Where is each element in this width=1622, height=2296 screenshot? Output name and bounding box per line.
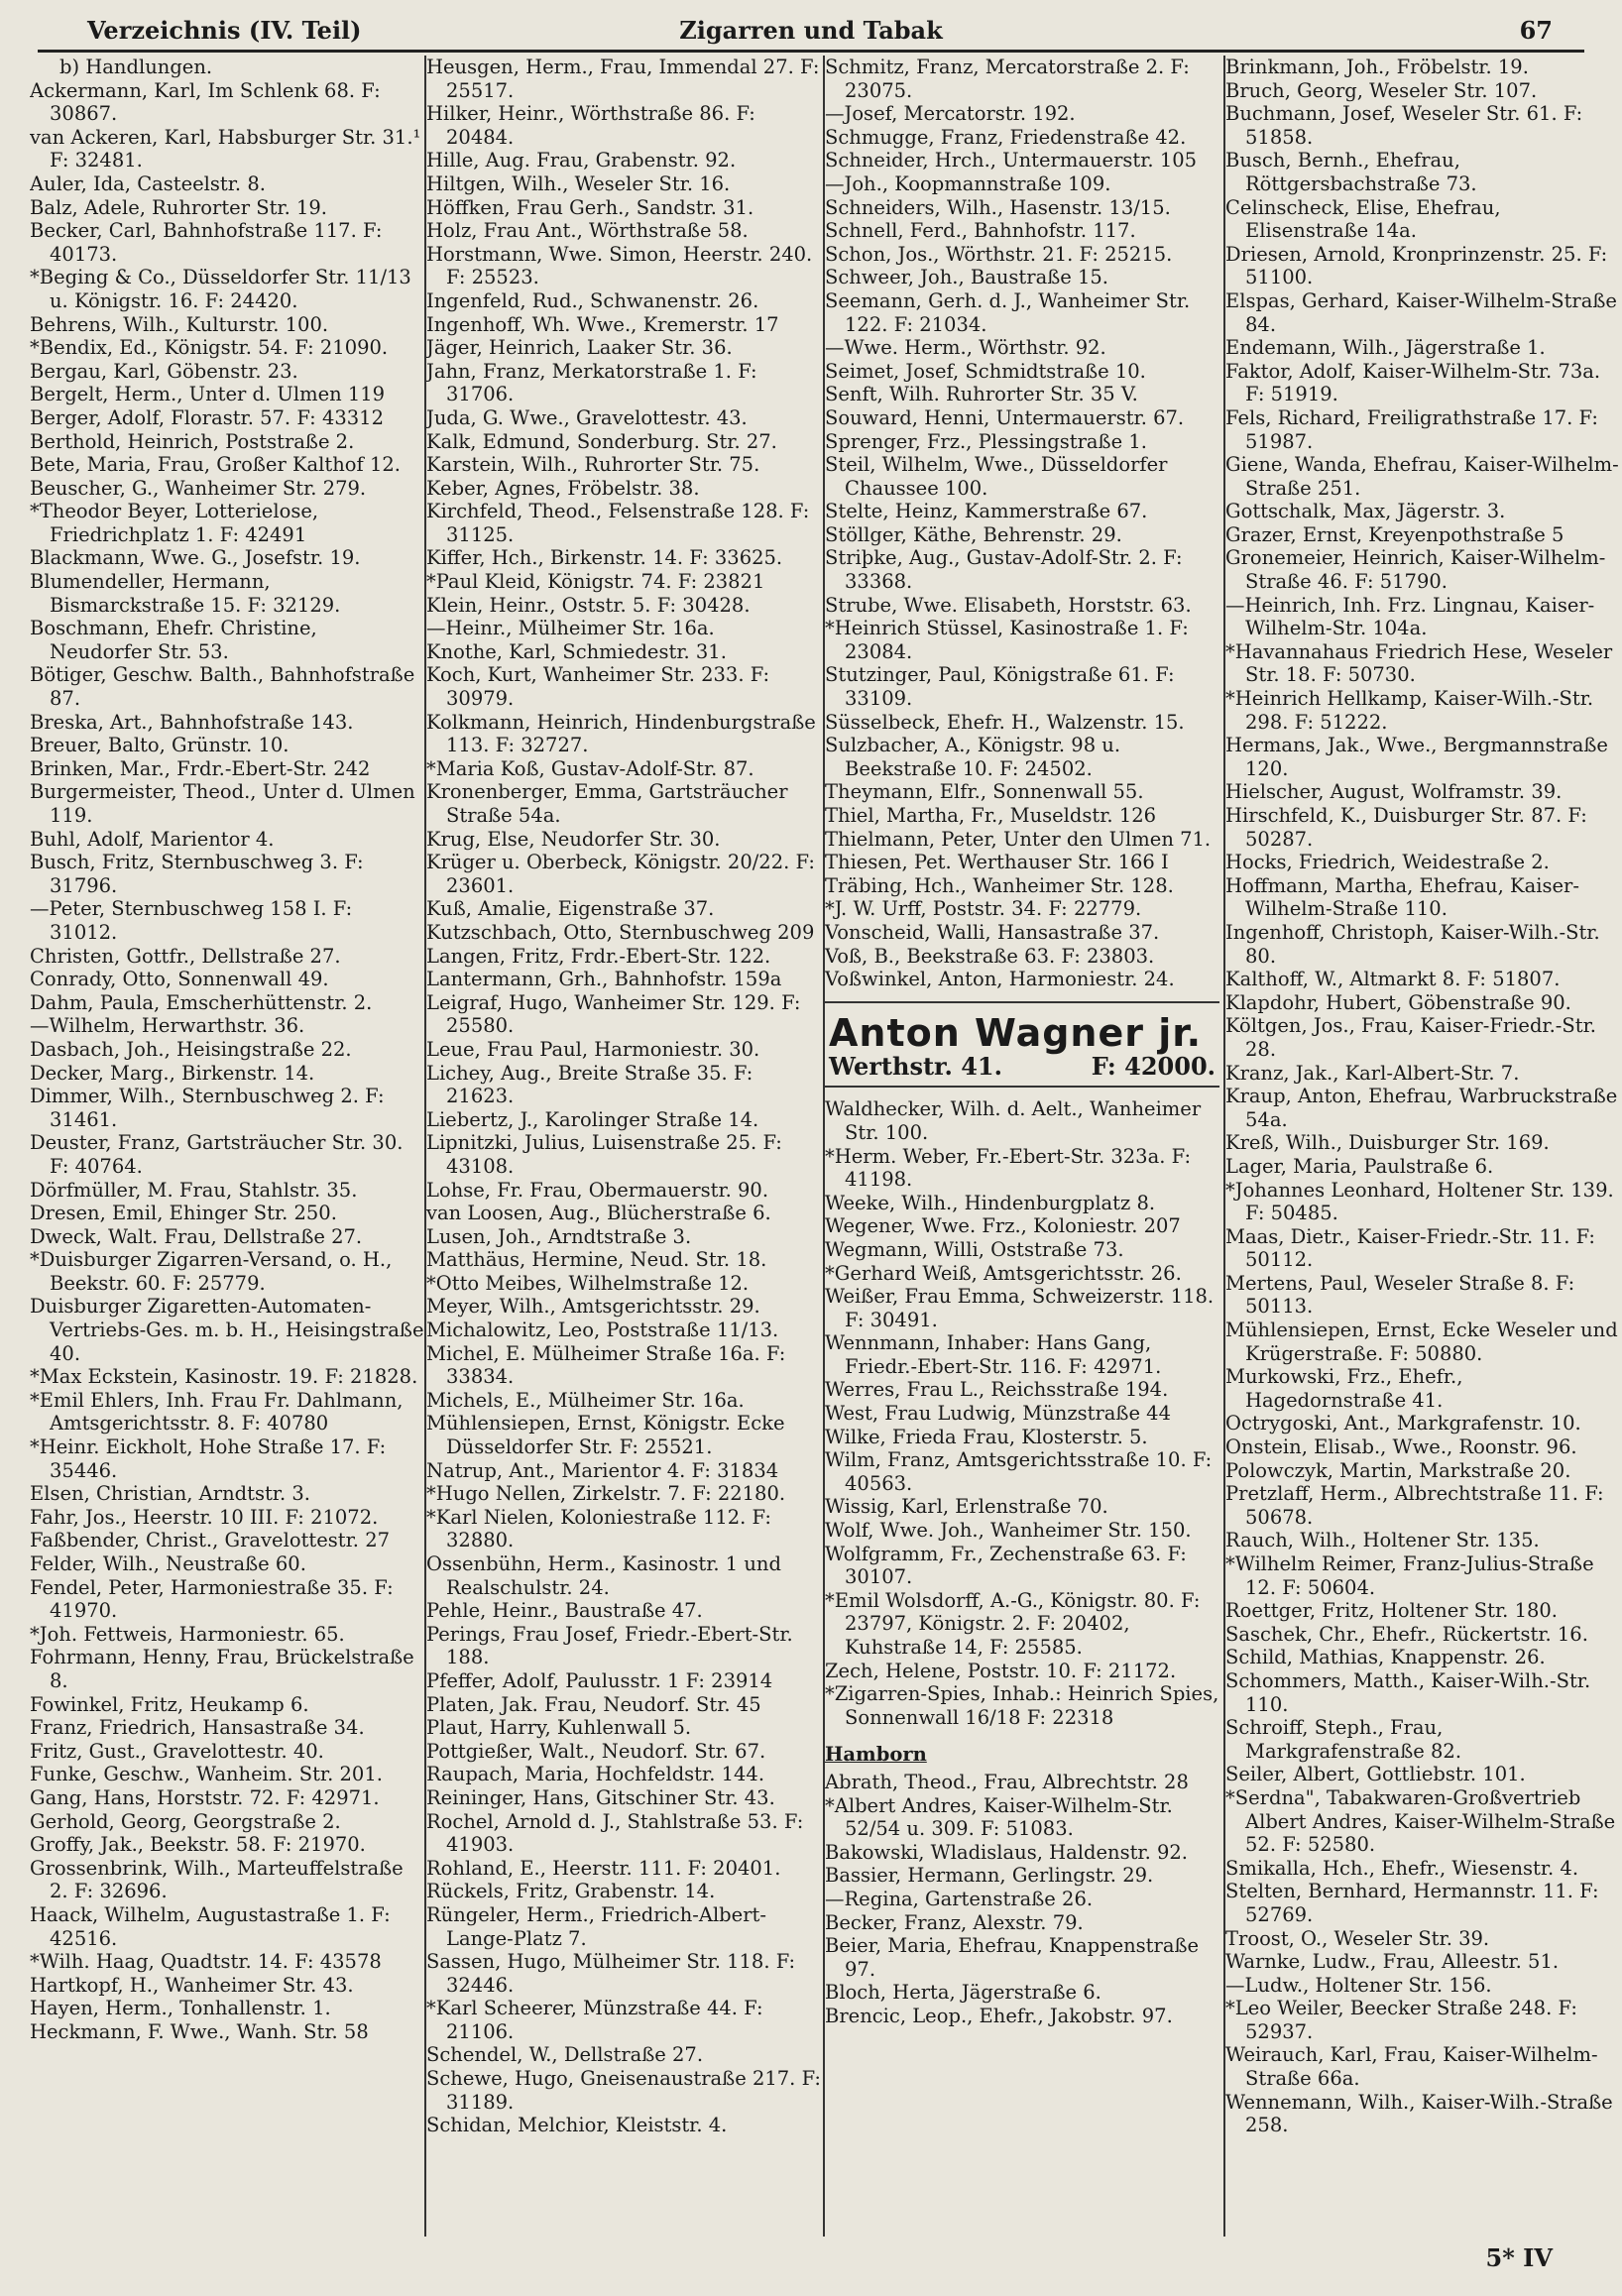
directory-entry: van Loosen, Aug., Blücherstraße 6. xyxy=(426,1202,771,1225)
subsection-heading: b) Handlungen. xyxy=(59,56,213,78)
directory-entry: Michels, E., Mülheimer Str. 16a. xyxy=(426,1388,745,1412)
directory-entry: Gottschalk, Max, Jägerstr. 3. xyxy=(1225,500,1506,523)
directory-entry: Murkowski, Frz., Ehefr., Hagedornstraße 41. xyxy=(1225,1365,1463,1412)
directory-entry: Stutzinger, Paul, Königstraße 61. F: 33109. xyxy=(825,663,1175,711)
directory-entry: *Havannahaus Friedrich Hese, Weseler Str. 18. F: 50730. xyxy=(1225,639,1613,687)
directory-entry: Rochel, Arnold d. J., Stahlstraße 53. F: 41903. xyxy=(426,1809,804,1857)
directory-entry: *Wilh. Haag, Quadtstr. 14. F: 43578 xyxy=(30,1950,382,1974)
directory-entry: Breuer, Balto, Grünstr. 10. xyxy=(30,734,290,757)
directory-entry: Bruch, Georg, Weseler Str. 107. xyxy=(1225,78,1538,102)
directory-entry: Dimmer, Wilh., Sternbuschweg 2. F: 31461. xyxy=(30,1085,385,1131)
signature-mark: 5* IV xyxy=(1485,2243,1553,2272)
directory-entry: Roettger, Fritz, Holtener Str. 180. xyxy=(1225,1599,1558,1623)
directory-entry: Funke, Geschw., Wanheim. Str. 201. xyxy=(30,1763,383,1786)
directory-entry: Lager, Maria, Paulstraße 6. xyxy=(1225,1154,1494,1178)
directory-entry: Bloch, Herta, Jägerstraße 6. xyxy=(825,1981,1101,2005)
directory-entry: Beuscher, G., Wanheimer Str. 279. xyxy=(30,476,367,500)
directory-entry: Költgen, Jos., Frau, Kaiser-Friedr.-Str. 28. xyxy=(1225,1014,1596,1061)
directory-entry: Grazer, Ernst, Kreyenpothstraße 5 xyxy=(1225,522,1564,546)
directory-entry: Schommers, Matth., Kaiser-Wilh.-Str. 110. xyxy=(1225,1668,1591,1716)
advertisement-box xyxy=(825,1001,1219,1089)
directory-entry: Schmitz, Franz, Mercatorstraße 2. F: 23075. xyxy=(825,56,1190,102)
directory-entry: Sulzbacher, A., Königstr. 98 u. Beekstraße 10. F: 24502. xyxy=(825,734,1121,780)
directory-entry: Burgermeister, Theod., Unter d. Ulmen 119. xyxy=(30,780,415,827)
directory-entry: Keber, Agnes, Fröbelstr. 38. xyxy=(426,476,700,500)
directory-entry: Höffken, Frau Gerh., Sandstr. 31. xyxy=(426,195,754,219)
directory-entry: Bassier, Hermann, Gerlingstr. 29. xyxy=(825,1864,1154,1888)
directory-entry: Bakowski, Wladislaus, Haldenstr. 92. xyxy=(825,1840,1188,1864)
directory-entry: Pfeffer, Adolf, Paulusstr. 1 F: 23914 xyxy=(426,1668,773,1692)
directory-entry: *Leo Weiler, Beecker Straße 248. F: 52937. xyxy=(1225,1997,1577,2043)
directory-entry: Faßbender, Christ., Gravelottestr. 27 xyxy=(30,1529,391,1552)
directory-entry: Striþke, Aug., Gustav-Adolf-Str. 2. F: 33368. xyxy=(825,546,1183,594)
directory-entry: Steil, Wilhelm, Wwe., Düsseldorfer Chaussee 100. xyxy=(825,453,1168,500)
directory-entry: Buchmann, Josef, Weseler Str. 61. F: 51858. xyxy=(1225,102,1583,149)
directory-entry: Rohland, E., Heerstr. 111. F: 20401. xyxy=(426,1856,781,1880)
directory-entry: Schild, Mathias, Knappenstr. 26. xyxy=(1225,1646,1546,1669)
directory-entry: Saschek, Chr., Ehefr., Rückertstr. 16. xyxy=(1225,1622,1588,1646)
directory-entry: Ossenbühn, Herm., Kasinostr. 1 und Realschulstr. 24. xyxy=(426,1552,781,1599)
running-head-title: Zigarren und Tabak xyxy=(679,16,943,45)
directory-entry: Kranz, Jak., Karl-Albert-Str. 7. xyxy=(1225,1061,1520,1085)
directory-entry: *Hugo Nellen, Zirkelstr. 7. F: 22180. xyxy=(426,1482,786,1506)
directory-entry: Polowczyk, Martin, Markstraße 20. xyxy=(1225,1458,1571,1482)
directory-entry: Blackmann, Wwe. G., Josefstr. 19. xyxy=(30,546,361,570)
directory-entry: *J. W. Urff, Poststr. 34. F: 22779. xyxy=(825,897,1142,921)
directory-entry: Plaut, Harry, Kuhlenwall 5. xyxy=(426,1716,692,1740)
directory-entry: Bergelt, Herm., Unter d. Ulmen 119 xyxy=(30,383,386,406)
directory-entry: *Karl Nielen, Koloniestraße 112. F: 32880. xyxy=(426,1505,771,1552)
directory-entry: Deuster, Franz, Gartsträucher Str. 30. F: 40764. xyxy=(30,1131,404,1178)
directory-entry: Fendel, Peter, Harmoniestraße 35. F: 41970. xyxy=(30,1575,394,1623)
directory-entry: Behrens, Wilh., Kulturstr. 100. xyxy=(30,312,329,336)
directory-entry: Süsselbeck, Ehefr. H., Walzenstr. 15. xyxy=(825,710,1185,734)
directory-entry: Schneider, Hrch., Untermauerstr. 105 xyxy=(825,149,1198,172)
directory-entry: Meyer, Wilh., Amtsgerichtsstr. 29. xyxy=(426,1295,760,1319)
directory-entry: Rüngeler, Herm., Friedrich-Albert-Lange-Platz 7. xyxy=(426,1902,766,1950)
directory-entry: Wolf, Wwe. Joh., Wanheimer Str. 150. xyxy=(825,1519,1192,1543)
directory-entry: Vonscheid, Walli, Hansastraße 37. xyxy=(825,920,1160,944)
directory-entry: Busch, Bernh., Ehefrau, Röttgersbachstraße 73. xyxy=(1225,149,1477,195)
directory-entry: Dweck, Walt. Frau, Dellstraße 27. xyxy=(30,1224,363,1248)
directory-entry: Lantermann, Grh., Bahnhofstr. 159a xyxy=(426,968,782,991)
directory-entry: Gang, Hans, Horststr. 72. F: 42971. xyxy=(30,1785,380,1809)
directory-entry: Sassen, Hugo, Mülheimer Str. 118. F: 32446. xyxy=(426,1950,796,1997)
directory-entry: Christen, Gottfr., Dellstraße 27. xyxy=(30,944,341,968)
directory-entry: Brinken, Mar., Frdr.-Ebert-Str. 242 xyxy=(30,756,371,780)
directory-entry: Horstmann, Wwe. Simon, Heerstr. 240. F: 25523. xyxy=(426,242,813,289)
directory-entry: Holz, Frau Ant., Wörthstraße 58. xyxy=(426,219,749,243)
directory-entry: Wilm, Franz, Amtsgerichtsstraße 10. F: 40563. xyxy=(825,1448,1213,1495)
directory-entry: Giene, Wanda, Ehefrau, Kaiser-Wilhelm-Straße 251. xyxy=(1225,453,1619,500)
directory-entry: Thiesen, Pet. Werthauser Str. 166 I xyxy=(825,851,1169,874)
directory-entry: *Otto Meibes, Wilhelmstraße 12. xyxy=(426,1271,750,1295)
directory-entry: Klein, Heinr., Oststr. 5. F: 30428. xyxy=(426,593,751,617)
directory-entry: Voßwinkel, Anton, Harmoniestr. 24. xyxy=(825,968,1175,991)
directory-entry: Bötiger, Geschw. Balth., Bahnhofstraße 87. xyxy=(30,663,415,711)
directory-entry: Schneiders, Wilh., Hasenstr. 13/15. xyxy=(825,195,1171,219)
directory-entry: Mühlensiepen, Ernst, Ecke Weseler und Krügerstraße. F: 50880. xyxy=(1225,1319,1618,1365)
directory-entry: *Beging & Co., Düsseldorfer Str. 11/13 u. Königstr. 16. F: 24420. xyxy=(30,266,411,312)
directory-entry: Franz, Friedrich, Hansastraße 34. xyxy=(30,1716,365,1740)
ad-phone: F: 42000. xyxy=(1091,1051,1216,1081)
directory-entry: *Zigarren-Spies, Inhab.: Heinrich Spies, Sonnenwall 16/18 F: 22318 xyxy=(825,1682,1219,1729)
directory-entry: Schidan, Melchior, Kleiststr. 4. xyxy=(426,2114,728,2137)
ad-address: Werthstr. 41. xyxy=(829,1051,1002,1081)
directory-entry: Theymann, Elfr., Sonnenwall 55. xyxy=(825,780,1144,804)
directory-entry: Seimet, Josef, Schmidtstraße 10. xyxy=(825,359,1146,383)
directory-entry: Conrady, Otto, Sonnenwall 49. xyxy=(30,968,329,991)
directory-entry: Gerhold, Georg, Georgstraße 2. xyxy=(30,1809,341,1833)
directory-entry: Stelte, Heinz, Kammerstraße 67. xyxy=(825,500,1148,523)
directory-entry: Groffy, Jak., Beekstr. 58. F: 21970. xyxy=(30,1833,366,1857)
directory-entry: *Joh. Fettweis, Harmoniestr. 65. xyxy=(30,1622,345,1646)
directory-entry: Driesen, Arnold, Kronprinzenstr. 25. F: 51100. xyxy=(1225,242,1608,289)
directory-entry: Kreß, Wilh., Duisburger Str. 169. xyxy=(1225,1131,1550,1155)
directory-entry: Beier, Maria, Ehefrau, Knappenstraße 97. xyxy=(825,1934,1200,1981)
directory-entry: Lipnitzki, Julius, Luisenstraße 25. F: 43108. xyxy=(426,1131,782,1178)
directory-entry: Raupach, Maria, Hochfeldstr. 144. xyxy=(426,1763,765,1786)
directory-entry: *Wilhelm Reimer, Franz-Julius-Straße 12. F: 50604. xyxy=(1225,1552,1594,1599)
directory-entry: Seemann, Gerh. d. J., Wanheimer Str. 122. F: 21034. xyxy=(825,288,1191,336)
directory-entry: Ingenfeld, Rud., Schwanenstr. 26. xyxy=(426,288,759,312)
directory-entry: *Heinrich Hellkamp, Kaiser-Wilh.-Str. 298. F: 51222. xyxy=(1225,687,1594,734)
directory-entry: Dasbach, Joh., Heisingstraße 22. xyxy=(30,1037,352,1061)
directory-entry: Pehle, Heinr., Baustraße 47. xyxy=(426,1599,703,1623)
directory-entry: Wilke, Frieda Frau, Klosterstr. 5. xyxy=(825,1425,1148,1448)
directory-entry: Michalowitz, Leo, Poststraße 11/13. xyxy=(426,1319,779,1342)
directory-entry: Rückels, Fritz, Grabenstr. 14. xyxy=(426,1880,716,1903)
directory-entry: *Paul Kleid, Königstr. 74. F: 23821 xyxy=(426,570,765,594)
directory-entry: Krug, Else, Neudorfer Str. 30. xyxy=(426,827,721,851)
directory-entry: —Heinrich, Inh. Frz. Lingnau, Kaiser-Wilhelm-Str. 104a. xyxy=(1225,593,1595,640)
directory-entry: Träbing, Hch., Wanheimer Str. 128. xyxy=(825,873,1174,897)
directory-entry: Sprenger, Frz., Plessingstraße 1. xyxy=(825,429,1147,453)
directory-entry: Krüger u. Oberbeck, Königstr. 20/22. F: 23601. xyxy=(426,851,815,897)
directory-entry: Leue, Frau Paul, Harmoniestr. 30. xyxy=(426,1037,760,1061)
directory-entry: Becker, Franz, Alexstr. 79. xyxy=(825,1910,1084,1934)
directory-entry: Rauch, Wilh., Holtener Str. 135. xyxy=(1225,1529,1540,1552)
directory-entry: Wegener, Wwe. Frz., Koloniestr. 207 xyxy=(825,1214,1181,1238)
directory-entry: Lichey, Aug., Breite Straße 35. F: 21623. xyxy=(426,1061,753,1108)
directory-entry: Senft, Wilh. Ruhrorter Str. 35 V. xyxy=(825,383,1138,406)
directory-entry: Becker, Carl, Bahnhofstraße 117. F: 40173. xyxy=(30,219,383,266)
directory-entry: *Theodor Beyer, Lotterielose, Friedrichplatz 1. F: 42491 xyxy=(30,500,319,546)
directory-entry: Hocks, Friedrich, Weidestraße 2. xyxy=(1225,851,1550,874)
directory-entry: *Gerhard Weiß, Amtsgerichtsstr. 26. xyxy=(825,1261,1182,1285)
directory-entry: Decker, Marg., Birkenstr. 14. xyxy=(30,1061,315,1085)
directory-entry: Juda, G. Wwe., Gravelottestr. 43. xyxy=(426,405,748,429)
directory-entry: Troost, O., Weseler Str. 39. xyxy=(1225,1926,1490,1950)
directory-entry: Kiffer, Hch., Birkenstr. 14. F: 33625. xyxy=(426,546,783,570)
directory-entry: Souward, Henni, Untermauerstr. 67. xyxy=(825,405,1185,429)
directory-entry: Hirschfeld, K., Duisburger Str. 87. F: 50287. xyxy=(1225,804,1587,851)
directory-entry: Boschmann, Ehefr. Christine, Neudorfer Str. 53. xyxy=(30,617,317,663)
directory-entry: Weißer, Frau Emma, Schweizerstr. 118. F: 30491. xyxy=(825,1285,1215,1331)
directory-entry: *Johannes Leonhard, Holtener Str. 139. F: 50485. xyxy=(1225,1178,1614,1225)
directory-entry: Fowinkel, Fritz, Heukamp 6. xyxy=(30,1692,309,1716)
directory-entry: *Emil Ehlers, Inh. Frau Fr. Dahlmann, Amtsgerichtsstr. 8. F: 40780 xyxy=(30,1388,404,1435)
header-rule xyxy=(38,50,1584,53)
column-2 xyxy=(424,56,821,2237)
directory-entry: Klapdohr, Hubert, Göbenstraße 90. xyxy=(1225,990,1571,1014)
directory-entry: Kutzschbach, Otto, Sternbuschweg 209 xyxy=(426,920,815,944)
directory-entry: Grossenbrink, Wilh., Marteuffelstraße 2. F: 32696. xyxy=(30,1856,404,1903)
directory-entry: Hayen, Herm., Tonhallenstr. 1. xyxy=(30,1997,331,2020)
directory-entry: Schnell, Ferd., Bahnhofstr. 117. xyxy=(825,219,1136,243)
directory-entry: Liebertz, J., Karolinger Straße 14. xyxy=(426,1107,759,1131)
directory-entry: Smikalla, Hch., Ehefr., Wiesenstr. 4. xyxy=(1225,1856,1579,1880)
directory-entry: Hiltgen, Wilh., Weseler Str. 16. xyxy=(426,172,731,195)
directory-entry: Wolfgramm, Fr., Zechenstraße 63. F: 30107. xyxy=(825,1542,1187,1589)
directory-entry: Langen, Fritz, Frdr.-Ebert-Str. 122. xyxy=(426,944,771,968)
directory-entry: Hoffmann, Martha, Ehefrau, Kaiser-Wilhelm-Straße 110. xyxy=(1225,873,1579,921)
directory-entry: Bete, Maria, Frau, Großer Kalthof 12. xyxy=(30,453,401,477)
directory-entry: Werres, Frau L., Reichsstraße 194. xyxy=(825,1378,1169,1402)
directory-entry: Hilker, Heinr., Wörthstraße 86. F: 20484. xyxy=(426,102,755,149)
directory-entry: Hartkopf, H., Wanheimer Str. 43. xyxy=(30,1973,354,1997)
column-1 xyxy=(30,56,424,2237)
page-number: 67 xyxy=(1519,16,1553,45)
directory-entry: Leigraf, Hugo, Wanheimer Str. 129. F: 25580. xyxy=(426,990,801,1038)
ad-company-name: Anton Wagner jr. xyxy=(829,1010,1202,1055)
directory-entry: Weirauch, Karl, Frau, Kaiser-Wilhelm-Straße 66a. xyxy=(1225,2043,1598,2091)
directory-entry: Warnke, Ludw., Frau, Alleestr. 51. xyxy=(1225,1950,1560,1974)
directory-entry: Matthäus, Hermine, Neud. Str. 18. xyxy=(426,1248,767,1272)
directory-entry: Hielscher, August, Wolframstr. 39. xyxy=(1225,780,1563,804)
directory-entry: —Ludw., Holtener Str. 156. xyxy=(1225,1973,1492,1997)
directory-entry: Waldhecker, Wilh. d. Aelt., Wanheimer Str. 100. xyxy=(825,1097,1202,1144)
directory-entry: Thiel, Martha, Fr., Museldstr. 126 xyxy=(825,804,1157,827)
directory-entry: Ingenhoff, Christoph, Kaiser-Wilh.-Str. 80. xyxy=(1225,920,1600,968)
directory-entry: Buhl, Adolf, Marientor 4. xyxy=(30,827,275,851)
directory-entry: Ingenhoff, Wh. Wwe., Kremerstr. 17 xyxy=(426,312,779,336)
directory-entry: Pretzlaff, Herm., Albrechtstraße 11. F: 50678. xyxy=(1225,1482,1604,1529)
directory-entry: Natrup, Ant., Marientor 4. F: 31834 xyxy=(426,1458,779,1482)
directory-entry: Schewe, Hugo, Gneisenaustraße 217. F: 31189. xyxy=(426,2067,821,2114)
directory-entry: Schweer, Joh., Baustraße 15. xyxy=(825,266,1108,289)
directory-entry: Gronemeier, Heinrich, Kaiser-Wilhelm-Straße 46. F: 51790. xyxy=(1225,546,1606,594)
directory-entry: Fritz, Gust., Gravelottestr. 40. xyxy=(30,1739,324,1763)
directory-entry: Auler, Ida, Casteelstr. 8. xyxy=(30,172,266,195)
directory-entry: Voß, B., Beekstraße 63. F: 23803. xyxy=(825,944,1155,968)
directory-entry: Duisburger Zigaretten-Automaten-Vertriebs-Ges. m. b. H., Heisingstraße 40. xyxy=(30,1295,424,1365)
directory-entry: *Bendix, Ed., Königstr. 54. F: 21090. xyxy=(30,336,389,360)
directory-entry: Balz, Adele, Ruhrorter Str. 19. xyxy=(30,195,328,219)
directory-entry: Brencic, Leop., Ehefr., Jakobstr. 97. xyxy=(825,2004,1173,2027)
directory-entry: Maas, Dietr., Kaiser-Friedr.-Str. 11. F: 50112. xyxy=(1225,1224,1595,1272)
directory-entry: *Duisburger Zigarren-Versand, o. H., Beekstr. 60. F: 25779. xyxy=(30,1248,393,1295)
directory-entry: Hermans, Jak., Wwe., Bergmannstraße 120. xyxy=(1225,734,1608,780)
directory-entry: Blumendeller, Hermann, Bismarckstraße 15. F: 32129. xyxy=(30,570,341,617)
directory-entry: Busch, Fritz, Sternbuschweg 3. F: 31796. xyxy=(30,851,364,897)
directory-entry: Heckmann, F. Wwe., Wanh. Str. 58 xyxy=(30,2019,369,2043)
directory-entry: *Maria Koß, Gustav-Adolf-Str. 87. xyxy=(426,756,754,780)
directory-entry: Kirchfeld, Theod., Felsenstraße 128. F: 31125. xyxy=(426,500,810,546)
column-4 xyxy=(1223,56,1620,2237)
directory-entry: Berthold, Heinrich, Poststraße 2. xyxy=(30,429,355,453)
directory-entry: Jäger, Heinrich, Laaker Str. 36. xyxy=(426,336,733,360)
directory-entry: Breska, Art., Bahnhofstraße 143. xyxy=(30,710,354,734)
directory-entry: Onstein, Elisab., Wwe., Roonstr. 96. xyxy=(1225,1435,1577,1459)
directory-entry: *Heinrich Stüssel, Kasinostraße 1. F: 23084. xyxy=(825,617,1189,663)
directory-entry: Faktor, Adolf, Kaiser-Wilhelm-Str. 73a. F: 51919. xyxy=(1225,359,1601,406)
column-3 xyxy=(823,56,1219,2237)
directory-entry: Kalthoff, W., Altmarkt 8. F: 51807. xyxy=(1225,968,1561,991)
directory-entry: Kalk, Edmund, Sonderburg. Str. 27. xyxy=(426,429,777,453)
directory-entry: Heusgen, Herm., Frau, Immendal 27. F: 25517. xyxy=(426,56,820,102)
directory-entry: Wissig, Karl, Erlenstraße 70. xyxy=(825,1495,1108,1519)
directory-entry: Kuß, Amalie, Eigenstraße 37. xyxy=(426,897,715,921)
directory-entry: Schendel, W., Dellstraße 27. xyxy=(426,2043,704,2067)
directory-entry: Fels, Richard, Freiligrathstraße 17. F: 51987. xyxy=(1225,405,1598,453)
directory-entry: Strube, Wwe. Elisabeth, Horststr. 63. xyxy=(825,593,1192,617)
directory-entry: *Max Eckstein, Kasinostr. 19. F: 21828. xyxy=(30,1365,418,1389)
directory-entry: Kronenberger, Emma, Gartsträucher Straße 54a. xyxy=(426,780,788,827)
directory-entry: Wennmann, Inhaber: Hans Gang, Friedr.-Ebert-Str. 116. F: 42971. xyxy=(825,1331,1162,1378)
directory-entry: Mühlensiepen, Ernst, Königstr. Ecke Düsseldorfer Str. F: 25521. xyxy=(426,1412,785,1459)
directory-entry: Weeke, Wilh., Hindenburgplatz 8. xyxy=(825,1191,1156,1214)
directory-entry: Knothe, Karl, Schmiedestr. 31. xyxy=(426,639,727,663)
directory-entry: Lusen, Joh., Arndtstraße 3. xyxy=(426,1224,692,1248)
directory-entry: —Wilhelm, Herwarthstr. 36. xyxy=(30,1014,305,1038)
directory-entry: Koch, Kurt, Wanheimer Str. 233. F: 30979. xyxy=(426,663,770,711)
directory-entry: Platen, Jak. Frau, Neudorf. Str. 45 xyxy=(426,1692,761,1716)
directory-entry: —Joh., Koopmannstraße 109. xyxy=(825,172,1111,195)
directory-entry: —Peter, Sternbuschweg 158 I. F: 31012. xyxy=(30,897,353,944)
directory-entry: *Serdna", Tabakwaren-Großvertrieb Albert Andres, Kaiser-Wilhelm-Straße 52. F: 52580. xyxy=(1225,1785,1616,1857)
directory-entry: Schon, Jos., Wörthstr. 21. F: 25215. xyxy=(825,242,1173,266)
directory-entry: Schroiff, Steph., Frau, Markgrafenstraße 82. xyxy=(1225,1716,1462,1763)
directory-entry: Fahr, Jos., Heerstr. 10 III. F: 21072. xyxy=(30,1505,379,1529)
directory-entry: Kraup, Anton, Ehefrau, Warbruckstraße 54a. xyxy=(1225,1085,1618,1131)
directory-entry: Jahn, Franz, Merkatorstraße 1. F: 31706. xyxy=(426,359,757,406)
directory-entry: Kolkmann, Heinrich, Hindenburgstraße 113. F: 32727. xyxy=(426,710,816,757)
directory-entry: —Wwe. Herm., Wörthstr. 92. xyxy=(825,336,1106,360)
directory-entry: *Albert Andres, Kaiser-Wilhelm-Str. 52/54 u. 309. F: 51083. xyxy=(825,1793,1173,1841)
directory-entry: Berger, Adolf, Florastr. 57. F: 43312 xyxy=(30,405,384,429)
directory-entry: Karstein, Wilh., Ruhrorter Str. 75. xyxy=(426,453,760,477)
directory-entry: Pottgießer, Walt., Neudorf. Str. 67. xyxy=(426,1739,766,1763)
directory-entry: Endemann, Wilh., Jägerstraße 1. xyxy=(1225,336,1546,360)
directory-entry: Schmugge, Franz, Friedenstraße 42. xyxy=(825,125,1187,149)
directory-entry: Felder, Wilh., Neustraße 60. xyxy=(30,1552,306,1575)
directory-entry: Wegmann, Willi, Oststraße 73. xyxy=(825,1237,1124,1261)
directory-entry: Dahm, Paula, Emscherhüttenstr. 2. xyxy=(30,990,373,1014)
directory-entry: Lohse, Fr. Frau, Obermauerstr. 90. xyxy=(426,1178,769,1202)
directory-entry: —Josef, Mercatorstr. 192. xyxy=(825,102,1076,126)
directory-entry: Stelten, Bernhard, Hermannstr. 11. F: 52769. xyxy=(1225,1880,1599,1926)
directory-entry: Dörfmüller, M. Frau, Stahlstr. 35. xyxy=(30,1178,358,1202)
directory-entry: van Ackeren, Karl, Habsburger Str. 31.¹ F: 32481. xyxy=(30,125,421,172)
directory-entry: Octrygoski, Ant., Markgrafenstr. 10. xyxy=(1225,1412,1581,1435)
running-head-left: Verzeichnis (IV. Teil) xyxy=(87,16,362,45)
directory-entry: *Karl Scheerer, Münzstraße 44. F: 21106. xyxy=(426,1997,763,2043)
directory-entry: Mertens, Paul, Weseler Straße 8. F: 50113. xyxy=(1225,1271,1575,1319)
directory-entry: Stöllger, Käthe, Behrenstr. 29. xyxy=(825,522,1122,546)
directory-entry: Haack, Wilhelm, Augustastraße 1. F: 42516. xyxy=(30,1902,391,1950)
directory-entry: Seiler, Albert, Gottliebstr. 101. xyxy=(1225,1763,1526,1786)
directory-entry: Zech, Helene, Poststr. 10. F: 21172. xyxy=(825,1659,1177,1682)
directory-entry: Michel, E. Mülheimer Straße 16a. F: 33834. xyxy=(426,1341,786,1389)
directory-entry: *Emil Wolsdorff, A.-G., Königstr. 80. F: 23797, Königstr. 2. F: 20402, Kuhstraße 14, F: 25585. xyxy=(825,1588,1201,1659)
directory-entry: Abrath, Theod., Frau, Albrechtstr. 28 xyxy=(825,1770,1189,1793)
section-heading: Hamborn xyxy=(825,1743,927,1767)
directory-entry: Ackermann, Karl, Im Schlenk 68. F: 30867. xyxy=(30,78,381,126)
directory-entry: —Regina, Gartenstraße 26. xyxy=(825,1887,1094,1910)
directory-entry: *Herm. Weber, Fr.-Ebert-Str. 323a. F: 41198. xyxy=(825,1144,1192,1192)
directory-entry: Thielmann, Peter, Unter den Ulmen 71. xyxy=(825,827,1212,851)
directory-entry: —Heinr., Mülheimer Str. 16a. xyxy=(426,617,715,640)
directory-entry: Fohrmann, Henny, Frau, Brückelstraße 8. xyxy=(30,1646,414,1692)
directory-entry: Brinkmann, Joh., Fröbelstr. 19. xyxy=(1225,56,1529,78)
directory-entry: Elsen, Christian, Arndtstr. 3. xyxy=(30,1482,310,1506)
directory-entry: Elspas, Gerhard, Kaiser-Wilhelm-Straße 84. xyxy=(1225,288,1617,336)
directory-entry: West, Frau Ludwig, Münzstraße 44 xyxy=(825,1402,1171,1426)
directory-entry: Wennemann, Wilh., Kaiser-Wilh.-Straße 258. xyxy=(1225,2090,1613,2137)
directory-entry: *Heinr. Eickholt, Hohe Straße 17. F: 35446. xyxy=(30,1435,387,1482)
directory-entry: Perings, Frau Josef, Friedr.-Ebert-Str. 188. xyxy=(426,1622,793,1669)
directory-entry: Reininger, Hans, Gitschiner Str. 43. xyxy=(426,1785,775,1809)
directory-entry: Bergau, Karl, Göbenstr. 23. xyxy=(30,359,298,383)
directory-entry: Celinscheck, Elise, Ehefrau, Elisenstraße 14a. xyxy=(1225,195,1501,243)
directory-entry: Dresen, Emil, Ehinger Str. 250. xyxy=(30,1202,337,1225)
directory-entry: Hille, Aug. Frau, Grabenstr. 92. xyxy=(426,149,737,172)
